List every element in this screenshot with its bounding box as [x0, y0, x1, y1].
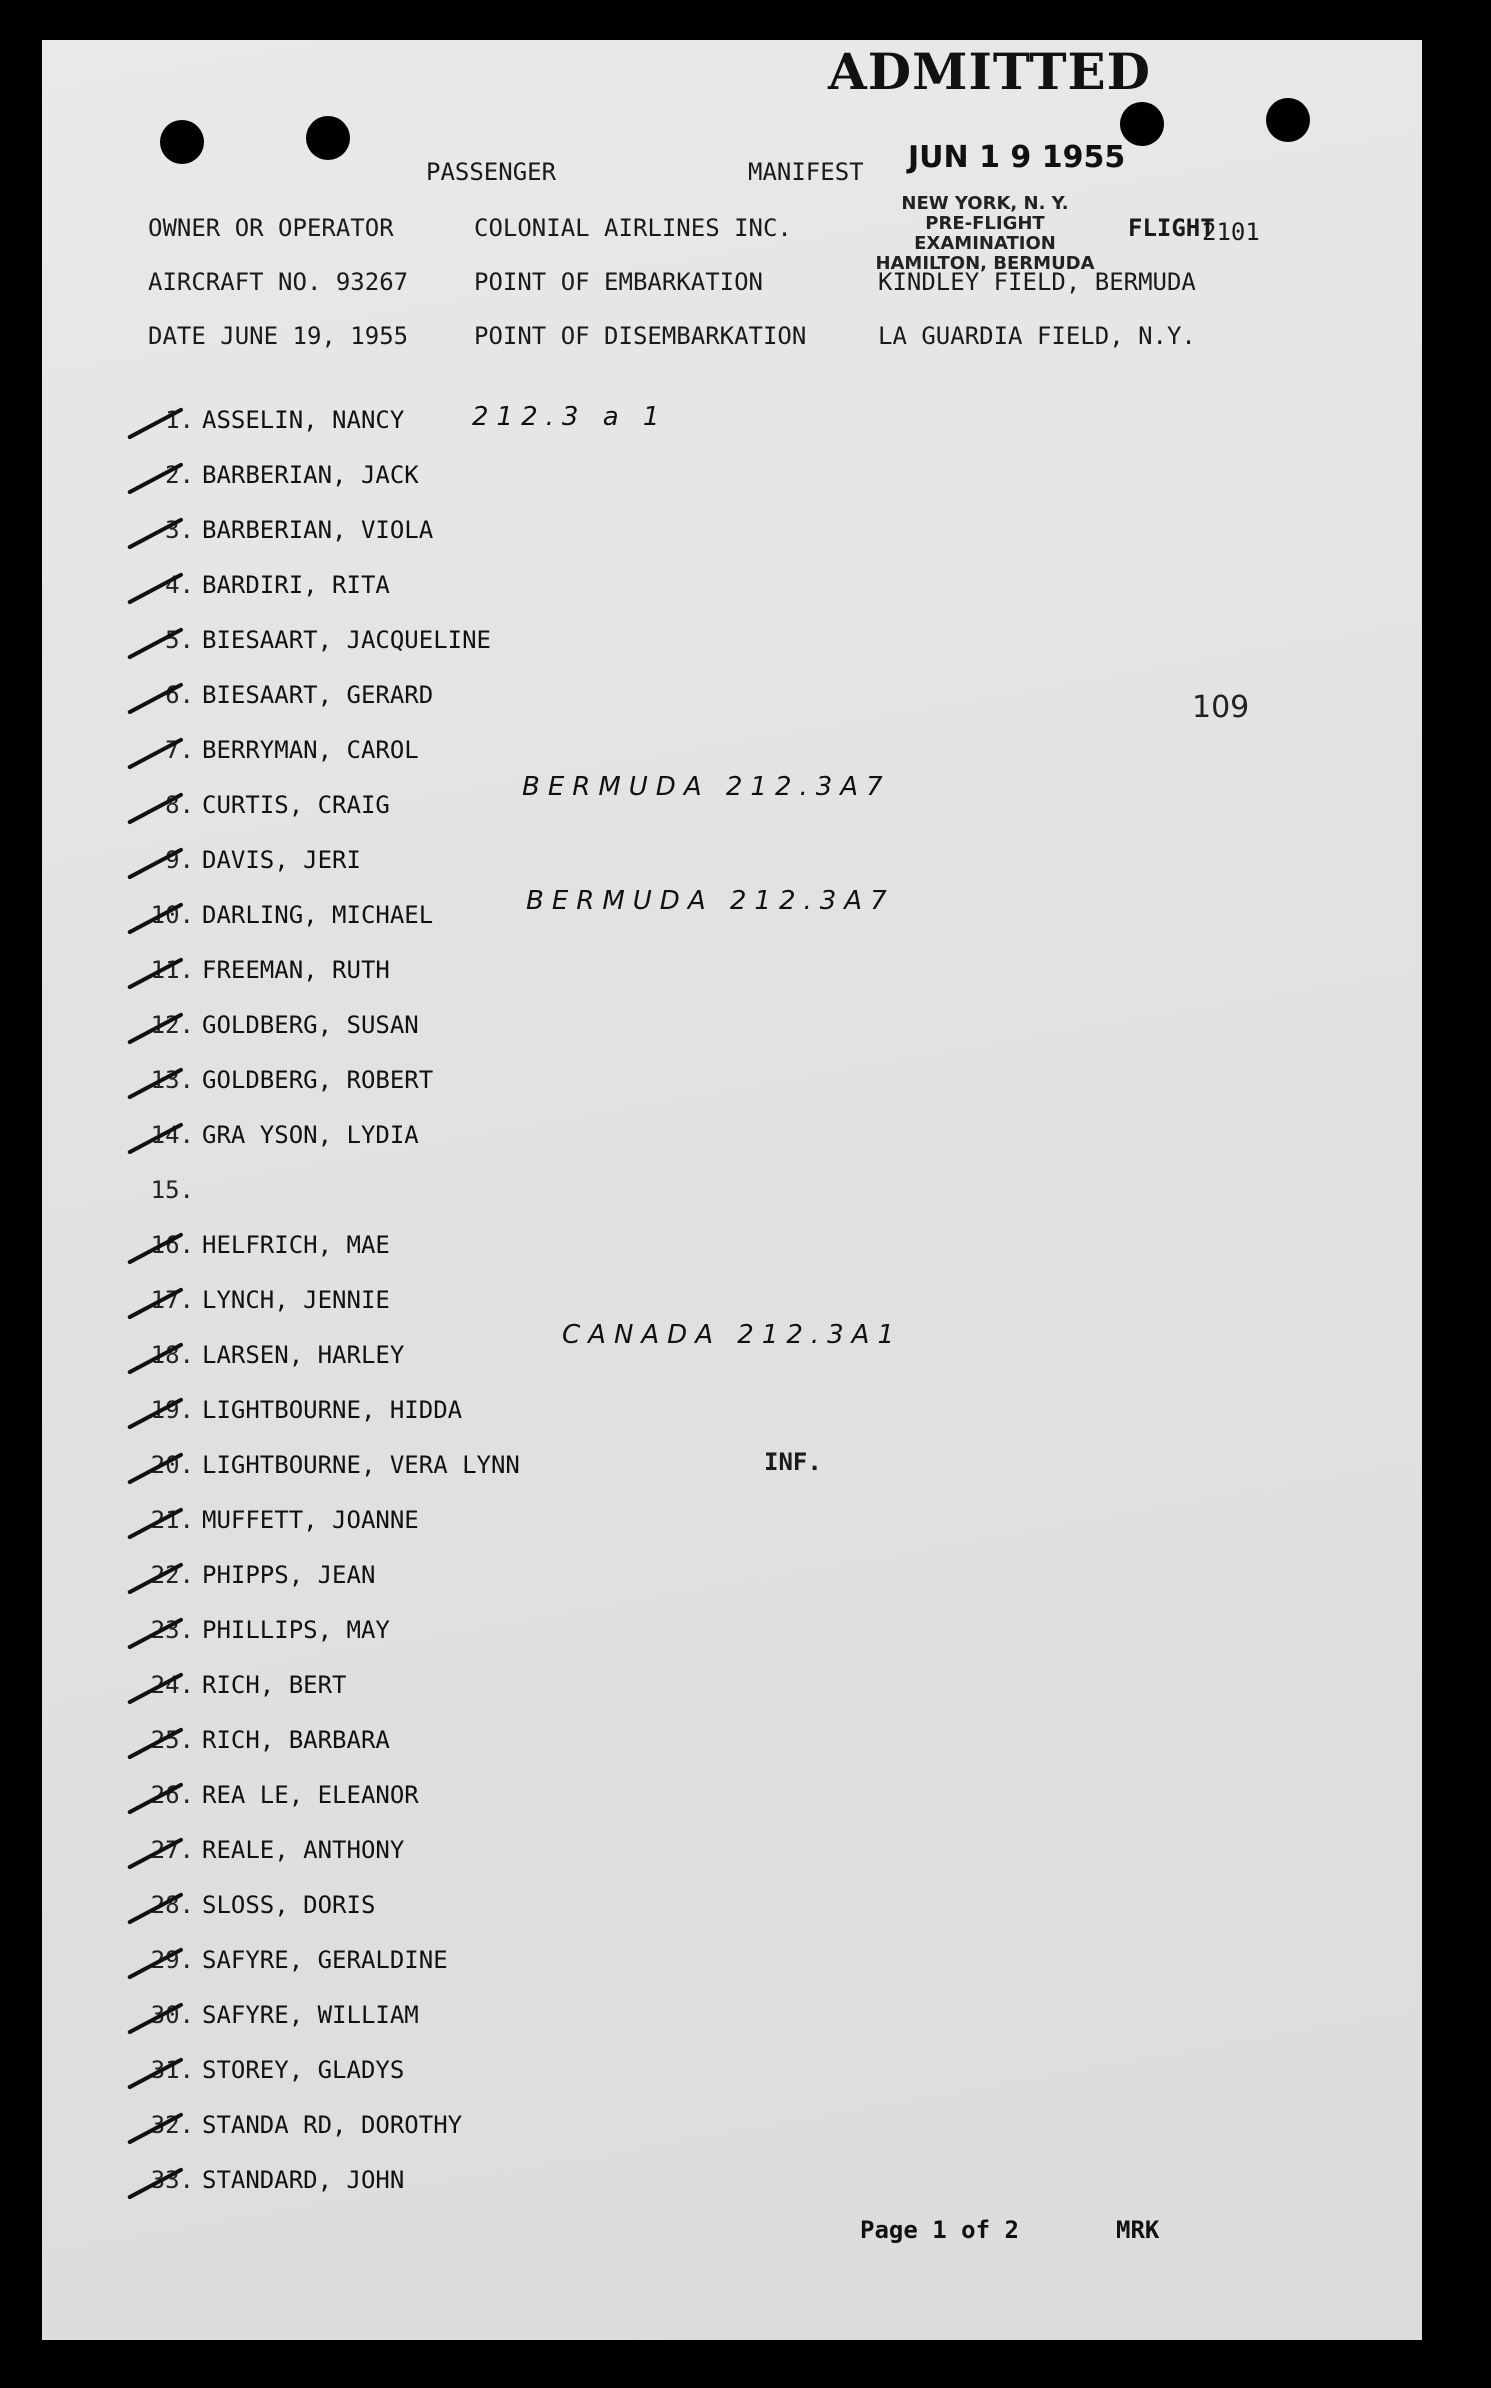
title-manifest: MANIFEST: [748, 158, 864, 186]
passenger-number: 26.: [150, 1781, 194, 1809]
passenger-name: ASSELIN, NANCY: [202, 406, 405, 434]
passenger-name: HELFRICH, MAE: [202, 1231, 390, 1259]
passenger-number: 18.: [150, 1341, 194, 1369]
annotation-curtis: BERMUDA 212.3A7: [522, 772, 891, 802]
passenger-name: CURTIS, CRAIG: [202, 791, 390, 819]
flight-label: FLIGHT: [1128, 214, 1215, 242]
passenger-row: [132, 1561, 375, 1601]
passenger-name: GOLDBERG, ROBERT: [202, 1066, 434, 1094]
passenger-row: [132, 626, 491, 666]
passenger-name: SAFYRE, WILLIAM: [202, 2001, 419, 2029]
passenger-name: BARBERIAN, JACK: [202, 461, 419, 489]
disembark-label: POINT OF DISEMBARKATION: [474, 322, 807, 350]
passenger-number: 5.: [165, 626, 194, 654]
passenger-number: 22.: [150, 1561, 194, 1589]
manifest-date: DATE JUNE 19, 1955: [148, 322, 409, 350]
admitted-stamp: ADMITTED: [828, 42, 1151, 101]
annotation-darling: BERMUDA 212.3A7: [526, 886, 895, 916]
aircraft-number: AIRCRAFT NO. 93267: [148, 268, 409, 296]
passenger-number: 13.: [150, 1066, 194, 1094]
passenger-row: [132, 1396, 462, 1436]
passenger-name: RICH, BARBARA: [202, 1726, 390, 1754]
flight-value: 2101: [1202, 218, 1260, 246]
passenger-number: 29.: [150, 1946, 194, 1974]
passenger-name: BIESAART, JACQUELINE: [202, 626, 491, 654]
passenger-row: [132, 1671, 347, 1711]
punch-hole-3: [1120, 102, 1164, 146]
stamp-line-1: NEW YORK, N. Y.: [901, 193, 1069, 214]
embark-label: POINT OF EMBARKATION: [474, 268, 763, 296]
passenger-name: GRA YSON, LYDIA: [202, 1121, 419, 1149]
passenger-number: 1.: [165, 406, 194, 434]
passenger-name: RICH, BERT: [202, 1671, 347, 1699]
passenger-name: GOLDBERG, SUSAN: [202, 1011, 419, 1039]
clerk-initials: MRK: [1116, 2216, 1160, 2244]
passenger-name: PHIPPS, JEAN: [202, 1561, 376, 1589]
passenger-row: [132, 1891, 375, 1931]
passenger-name: DAVIS, JERI: [202, 846, 361, 874]
owner-value: COLONIAL AIRLINES INC.: [474, 214, 792, 242]
manifest-page: [42, 40, 1422, 2340]
passenger-name: REA LE, ELEANOR: [202, 1781, 419, 1809]
passenger-number: 12.: [150, 1011, 194, 1039]
passenger-row: [132, 846, 361, 886]
annotation-asselin: 212.3 a 1: [472, 402, 668, 432]
annotation-larsen: CANADA 212.3A1: [562, 1320, 903, 1350]
embark-value: KINDLEY FIELD, BERMUDA: [878, 268, 1196, 296]
passenger-name: BARDIRI, RITA: [202, 571, 390, 599]
passenger-name: SAFYRE, GERALDINE: [202, 1946, 448, 1974]
passenger-number: 28.: [150, 1891, 194, 1919]
passenger-number: 3.: [165, 516, 194, 544]
passenger-number: 6.: [165, 681, 194, 709]
punch-hole-4: [1266, 98, 1310, 142]
page-number: Page 1 of 2: [860, 2216, 1019, 2244]
passenger-number: 2.: [165, 461, 194, 489]
passenger-name: LIGHTBOURNE, VERA LYNN: [202, 1451, 520, 1479]
passenger-name: BARBERIAN, VIOLA: [202, 516, 434, 544]
passenger-number: 20.: [150, 1451, 194, 1479]
passenger-number: 31.: [150, 2056, 194, 2084]
passenger-number: 11.: [150, 956, 194, 984]
passenger-name: STANDARD, JOHN: [202, 2166, 405, 2194]
passenger-name: STOREY, GLADYS: [202, 2056, 405, 2084]
passenger-number: 25.: [150, 1726, 194, 1754]
side-number: 109: [1192, 690, 1250, 725]
passenger-name: BERRYMAN, CAROL: [202, 736, 419, 764]
passenger-name: BIESAART, GERARD: [202, 681, 434, 709]
passenger-number: 30.: [150, 2001, 194, 2029]
passenger-row: [132, 1176, 202, 1216]
passenger-name: MUFFETT, JOANNE: [202, 1506, 419, 1534]
punch-hole-2: [306, 116, 350, 160]
date-stamp: JUN 1 9 1955: [908, 140, 1126, 175]
passenger-number: 8.: [165, 791, 194, 819]
disembark-value: LA GUARDIA FIELD, N.Y.: [878, 322, 1196, 350]
stamp-line-3: HAMILTON, BERMUDA: [875, 253, 1095, 274]
annotation-vera-lynn: INF.: [764, 1448, 822, 1476]
passenger-number: 4.: [165, 571, 194, 599]
punch-hole-1: [160, 120, 204, 164]
passenger-name: FREEMAN, RUTH: [202, 956, 390, 984]
owner-label: OWNER OR OPERATOR: [148, 214, 394, 242]
passenger-name: LARSEN, HARLEY: [202, 1341, 405, 1369]
passenger-number: 17.: [150, 1286, 194, 1314]
passenger-number: 19.: [150, 1396, 194, 1424]
passenger-number: 16.: [150, 1231, 194, 1259]
passenger-number: 27.: [150, 1836, 194, 1864]
passenger-number: 9.: [165, 846, 194, 874]
passenger-number: 21.: [150, 1506, 194, 1534]
passenger-number: 33.: [150, 2166, 194, 2194]
passenger-number: 32.: [150, 2111, 194, 2139]
passenger-name: LIGHTBOURNE, HIDDA: [202, 1396, 463, 1424]
passenger-row: [132, 1451, 520, 1491]
passenger-name: LYNCH, JENNIE: [202, 1286, 390, 1314]
passenger-name: DARLING, MICHAEL: [202, 901, 434, 929]
passenger-number: 23.: [150, 1616, 194, 1644]
passenger-number: 7.: [165, 736, 194, 764]
passenger-name: PHILLIPS, MAY: [202, 1616, 390, 1644]
passenger-number: 24.: [150, 1671, 194, 1699]
examination-stamp: [860, 194, 1110, 274]
stamp-line-2: PRE-FLIGHT EXAMINATION: [914, 213, 1056, 254]
passenger-number: 14.: [150, 1121, 194, 1149]
passenger-name: STANDA RD, DOROTHY: [202, 2111, 463, 2139]
passenger-name: SLOSS, DORIS: [202, 1891, 376, 1919]
passenger-name: REALE, ANTHONY: [202, 1836, 405, 1864]
title-passenger: PASSENGER: [426, 158, 557, 186]
passenger-number: 15.: [150, 1176, 194, 1204]
passenger-row: [132, 2111, 462, 2151]
passenger-number: 10.: [150, 901, 194, 929]
